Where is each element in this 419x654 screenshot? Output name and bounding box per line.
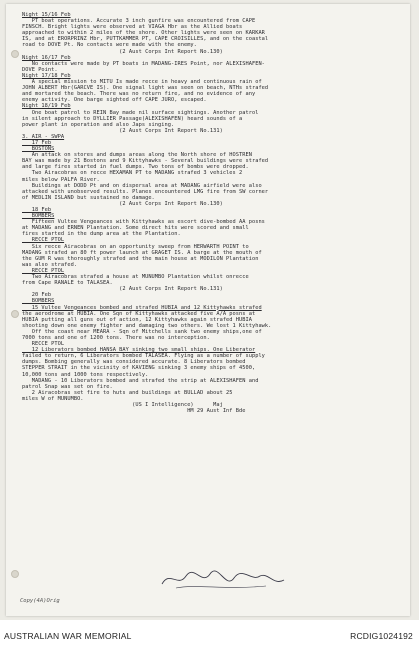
report-text-line: from Cape RANALE to TALASEA. bbox=[22, 280, 113, 287]
section-heading-line: Night 18/19 Feb bbox=[22, 103, 71, 110]
report-text-line: HUBIA putting all guns out of action, 12 Kittyhawks again strafed HUBIA bbox=[22, 316, 252, 323]
report-text-line: (2 Aust Corps Int Report No.131) bbox=[22, 127, 223, 134]
report-text-line: BAY was made by 21 Bostons and 9 Kittyhawks - Several buildings were strafed bbox=[22, 158, 269, 165]
signature-scribble bbox=[156, 564, 316, 592]
report-text-line: failed to return, 6 Liberators bombed TALASEA. Flying as a number of supply bbox=[22, 353, 265, 360]
punch-hole bbox=[11, 570, 19, 578]
report-text-line: 10,000 tons and 1000 tons respectively. bbox=[22, 371, 149, 378]
report-text-line: 20 Feb bbox=[22, 292, 52, 299]
report-text-line: No contacts were made by PT boats in MADANG-IRES Point, nor ALEXISHAFEN- bbox=[22, 60, 265, 67]
section-heading-line: Night 15/16 Feb bbox=[22, 12, 71, 18]
section-heading-line: Night 16/17 Feb bbox=[22, 54, 71, 61]
report-text-line: PT boat operations. Accurate 3 inch gunfire was encountered from CAPE bbox=[22, 18, 256, 25]
report-text-line: and mortared the beach. There was no return fire, and no evidence of any bbox=[22, 91, 256, 98]
report-text-line: (US I Intelligence) Maj bbox=[22, 402, 223, 408]
report-text-line: the GUM R was thoroughly strafed and the main house at MODILON Plantation bbox=[22, 255, 259, 262]
section-heading-line: 17 Feb bbox=[22, 139, 52, 146]
report-text-line: enemy activity. One barge sighted off CAPE JURO, escaped. bbox=[22, 97, 207, 104]
report-text-line: Fifteen Vultee Vengeances with Kittyhawks as escort dive-bombed AA posns bbox=[22, 219, 265, 226]
report-text-line: A special mission to MITU Is made recce in heavy and continuous rain of bbox=[22, 79, 262, 86]
report-text-line: (2 Aust Corps Int Report No.130) bbox=[22, 200, 223, 207]
archive-source-label: AUSTRALIAN WAR MEMORIAL bbox=[4, 631, 132, 641]
typed-report-body bbox=[22, 12, 402, 414]
report-text-line: miles below PALFA River. bbox=[22, 176, 100, 183]
report-text-line: of MEDLIN ISLAND but sustained no damage. bbox=[22, 194, 155, 201]
report-text-line: DOVE Point. bbox=[22, 66, 58, 73]
report-text-line: 2 Airacobras set fire to huts and buildings at BULLAD about 25 bbox=[22, 389, 233, 396]
report-text-line: 7000 tons and one of 1200 tons. There was no interception. bbox=[22, 334, 210, 341]
report-text-line: attacked with unobserved results. Planes encountered LMG fire from SW corner bbox=[22, 188, 269, 195]
report-text-line: Two Airacobras strafed a house at MUNUMBO Plantation whilst onrecce bbox=[22, 274, 249, 281]
report-text-line: MADANG strafed an 80 ft power launch at GRAGET IS. A barge at the mouth of bbox=[22, 249, 262, 256]
report-text-line: the aerodrome at HUBIA. One Sqn of Kittyhawks attacked five A/A posns at bbox=[22, 310, 256, 317]
archive-footer bbox=[0, 620, 419, 654]
report-text-line: in silent approach to DYLLIER Passage(ALEXISHAFEN) heard sounds of a bbox=[22, 115, 243, 122]
report-text-line: Off the coast near MEARA - Sqn of Mitchells sank two enemy ships,one of bbox=[22, 328, 262, 335]
report-text-line: Six recce Airacobras on an opportunity sweep from HERWARTH POINT to bbox=[22, 243, 249, 250]
report-text-line: (2 Aust Corps Int Report No.130) bbox=[22, 48, 223, 55]
report-text-line: An attack on stores and dumps areas along the North shore of HOSTREN bbox=[22, 152, 252, 159]
report-text-line: power plant in operation and also Japs singing. bbox=[22, 121, 175, 128]
report-text-line: STEPPER STRAIT in the vicinity of KAVIENG sinking 3 enemy ships of 4500, bbox=[22, 365, 256, 372]
report-text-line: at MADANG and ERNEN Plantation. Some direct hits were scored and small bbox=[22, 225, 249, 232]
report-text-line: and large fires started in fuel dumps. Two tons of bombs were dropped. bbox=[22, 164, 249, 171]
report-text-line: HM 29 Aust Inf Bde bbox=[22, 408, 246, 415]
archive-reference-id: RCDIG1024192 bbox=[350, 631, 413, 641]
section-heading-line: 18 Feb bbox=[22, 207, 52, 213]
section-heading-line: RECCE PTOL bbox=[22, 237, 65, 244]
report-text-line: JOHN ALBERT Hbr(GARCVE IS). One signal light was seen on beach, NTHs strafed bbox=[22, 85, 269, 92]
report-text-line: fires started in the dump area at the Plantation. bbox=[22, 231, 181, 238]
section-heading-line: Night 17/18 Feb bbox=[22, 72, 71, 79]
section-heading-line: 12 Liberators bombed HANSA BAY sinking two small ships. One Liberator bbox=[22, 347, 256, 354]
punch-hole bbox=[11, 50, 19, 58]
report-text-line: Buildings at DODD Pt and on dispersal area at MADANG airfield were also bbox=[22, 182, 262, 189]
report-text-line: (2 Aust Corps Int Report No.131) bbox=[22, 286, 223, 293]
section-heading-line: RECCE PTOL bbox=[22, 267, 65, 274]
binding-holes bbox=[9, 10, 21, 610]
section-heading-line: BOMBERS bbox=[22, 213, 55, 220]
report-text-line: approached to within 2 miles of the shore. Other lights were seen on KARKAR bbox=[22, 30, 265, 37]
section-heading-line: BOSTONS bbox=[22, 146, 55, 153]
handwritten-copy-note: Copy(4A)Orig bbox=[20, 598, 60, 604]
report-text-line: RECCE PTOL bbox=[22, 341, 65, 348]
report-text-line: IS, and at ERORPRINZ Hbr, PUTTKAMMER PT, CAPE CROISILLES, and on the coastal bbox=[22, 36, 269, 43]
section-heading-line: BOMBERS bbox=[22, 298, 55, 305]
report-text-line: shooting down one enemy fighter and damaging two others. We lost 1 Kittyhawk. bbox=[22, 322, 272, 329]
section-heading-line: 15 Vultee Vengeances bombed and strafed HUBIA and 12 Kittyhawks strafed bbox=[22, 304, 262, 311]
report-text-line: MADANG - 10 Liberators bombed and strafed the strip at ALEXISHAFEN and bbox=[22, 377, 259, 384]
report-text-line: miles W of MUNUMBO. bbox=[22, 395, 84, 402]
document-sheet bbox=[6, 4, 410, 616]
report-text-line: One boat patrol to REIN Bay made nil surface sightings. Another patrol bbox=[22, 109, 259, 116]
report-text-line: Two Airacobras on recce HEXAMAN PT to MADANG strafed 3 vehicles 2 bbox=[22, 170, 243, 177]
report-text-line: dumps. Bombing generally was considered accurate. 8 Liberators bombed bbox=[22, 359, 246, 366]
report-text-line: FINSCH. Bright lights were observed at VIAGA Hbr as the Allied boats bbox=[22, 24, 243, 31]
section-heading-line: 3. AIR - SWPA bbox=[22, 133, 65, 140]
report-text-line: patrol Snap was set on fire. bbox=[22, 383, 113, 390]
punch-hole bbox=[11, 310, 19, 318]
report-text-line: road to DOVE Pt. No contacts were made with the enemy. bbox=[22, 42, 197, 49]
report-text-line: was also strafed. bbox=[22, 261, 78, 268]
